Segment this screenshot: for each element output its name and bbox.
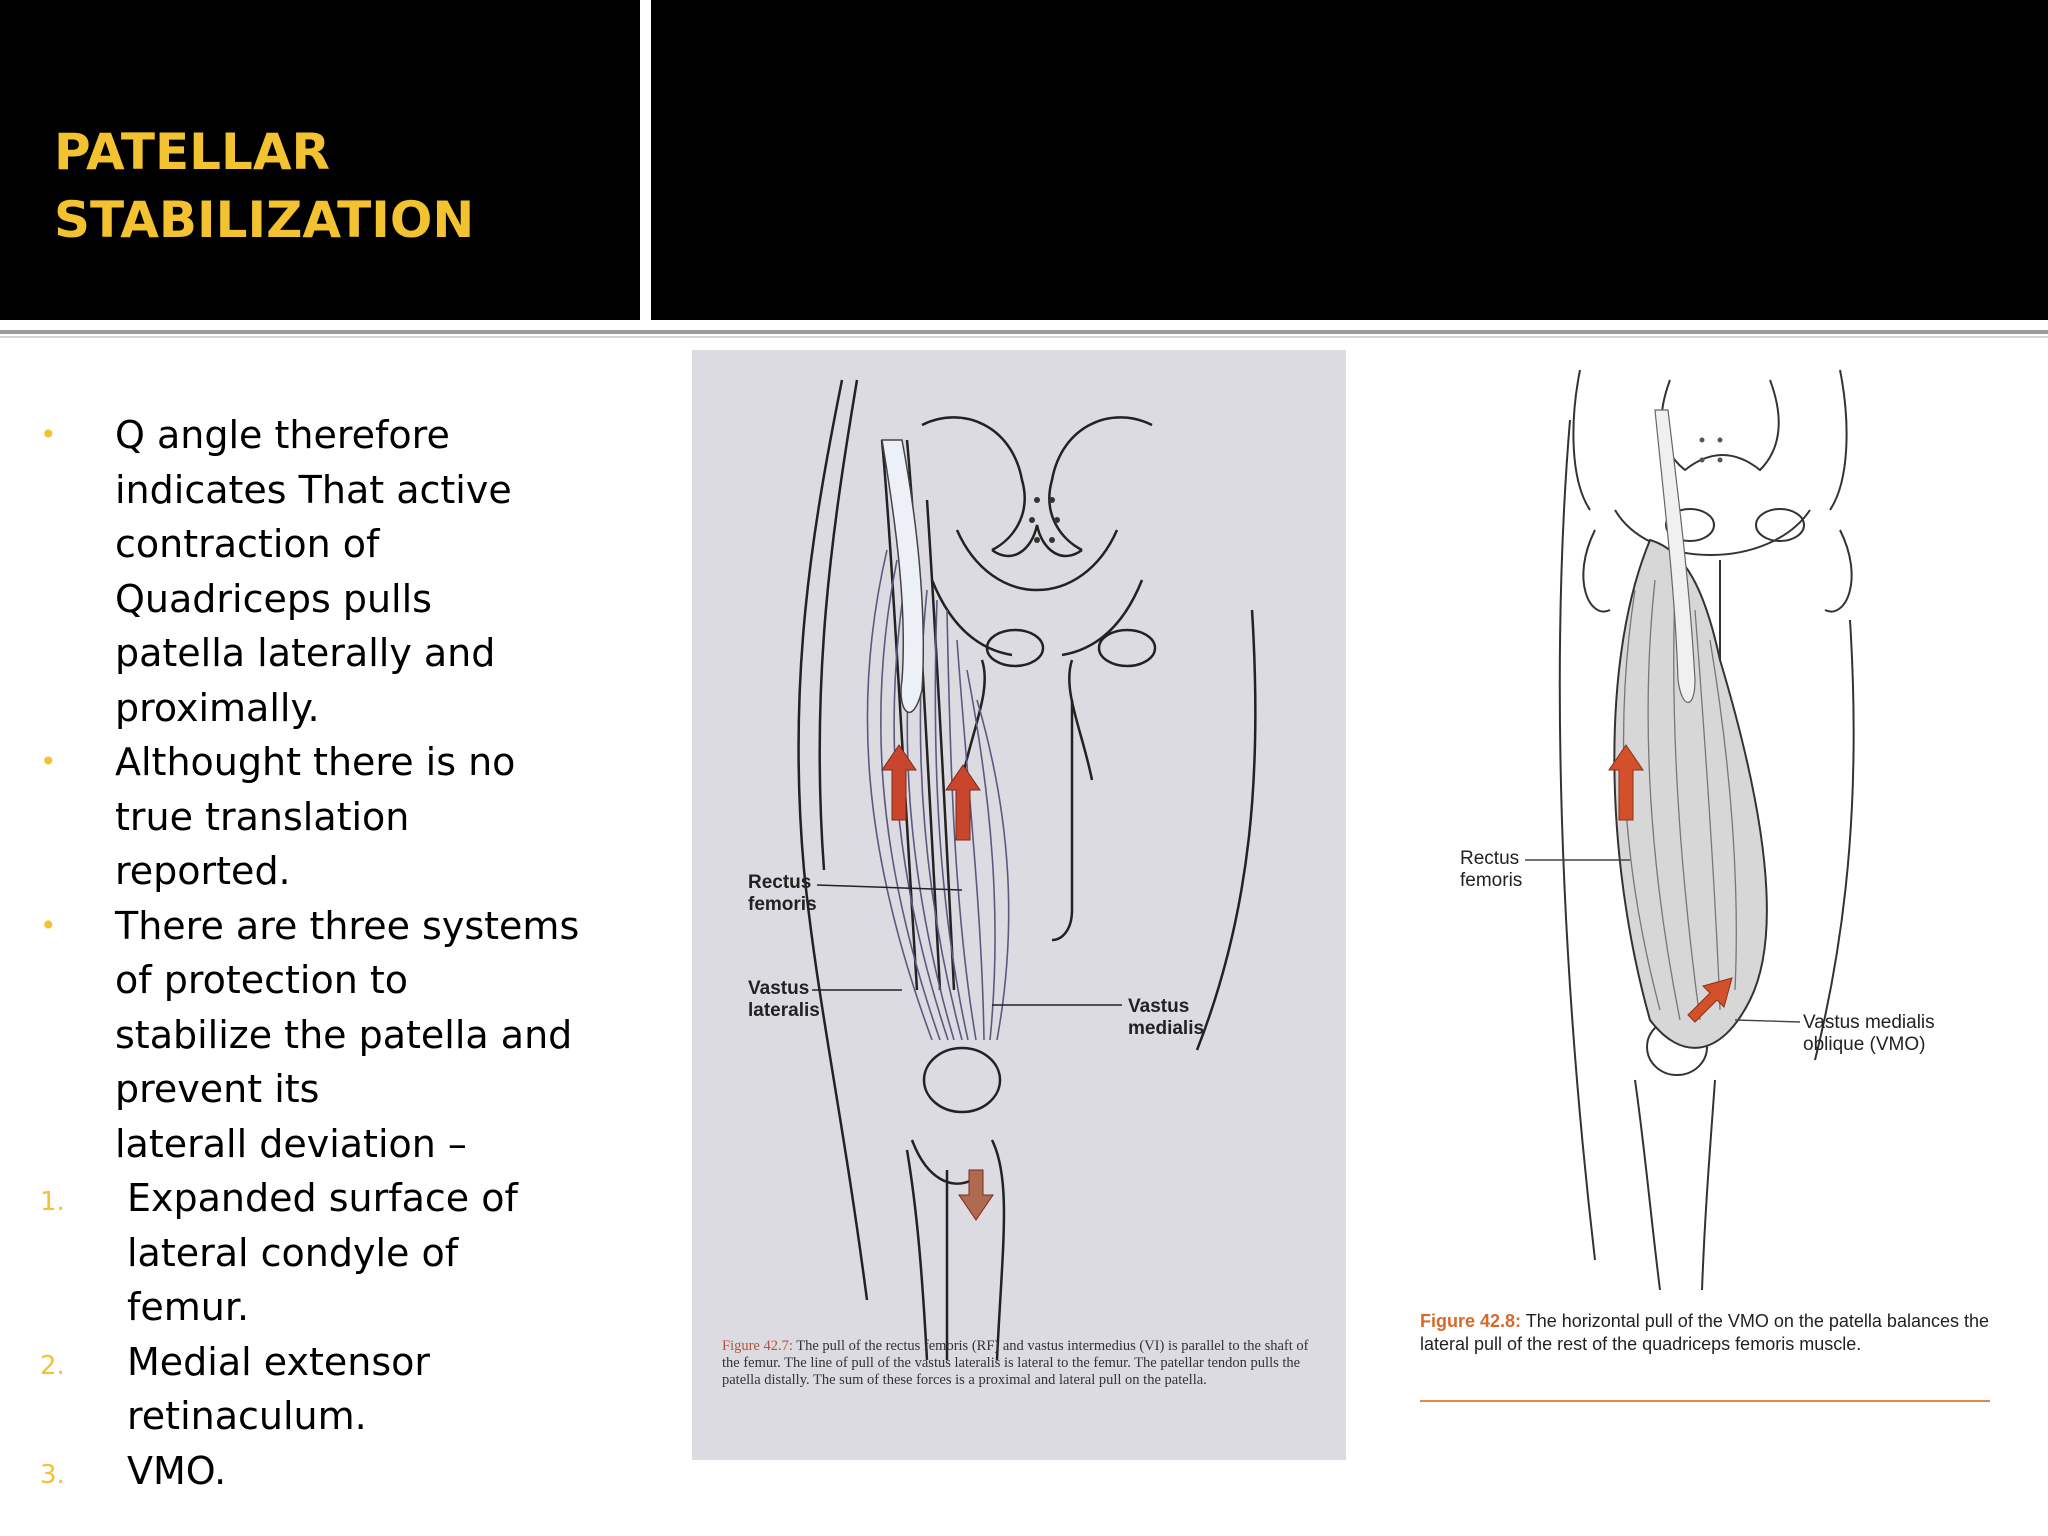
- numbered-line: femur.: [127, 1285, 250, 1329]
- label-line: femoris: [748, 894, 817, 915]
- figure-caption-2: [1420, 1310, 1990, 1356]
- bullet-item-1: [40, 408, 600, 735]
- caption-underline: [1420, 1400, 1990, 1402]
- slide-title-line-2: STABILIZATION: [54, 191, 475, 249]
- figure-vmo-pull: [1420, 360, 1990, 1410]
- caption-label: Figure 42.8:: [1420, 1311, 1522, 1331]
- label-line: femoris: [1460, 870, 1523, 891]
- caption-label: Figure 42.7:: [722, 1338, 793, 1354]
- label-line: Vastus: [748, 978, 810, 999]
- bullet-line: laterall deviation –: [115, 1121, 467, 1166]
- numbered-line: Medial extensor: [127, 1339, 430, 1384]
- bullet-line: There are three systems: [115, 903, 580, 948]
- bullet-line: Q angle therefore: [115, 413, 450, 457]
- label-vastus-medialis: [1128, 996, 1204, 1040]
- bullet-line: indicates That active: [115, 467, 512, 512]
- bullet-line: proximally.: [115, 685, 320, 730]
- bullet-line: Quadriceps pulls: [115, 576, 432, 621]
- figure-vmo-pull-illustration: [1420, 360, 1990, 1290]
- label-line: Vastus: [1128, 996, 1190, 1017]
- header-right-panel: [651, 0, 2048, 320]
- figure-caption-1: [722, 1338, 1312, 1389]
- label-line: Rectus: [1460, 848, 1520, 869]
- label-line: oblique (VMO): [1803, 1034, 1926, 1055]
- bullet-list: [40, 408, 600, 1498]
- header-divider: [0, 330, 2048, 334]
- bullet-item-2: [40, 735, 600, 899]
- header-divider-shadow: [0, 336, 2048, 338]
- label-vmo: [1803, 1012, 1935, 1056]
- label-vastus-lateralis: [748, 978, 820, 1022]
- slide-title: [54, 118, 474, 254]
- label-line: Vastus medialis: [1803, 1012, 1935, 1033]
- bullet-marker: •: [40, 745, 57, 778]
- numbered-item-1: [40, 1171, 600, 1335]
- bullet-line: true translation: [115, 794, 410, 839]
- bullet-line: prevent its: [115, 1067, 320, 1111]
- numbered-line: VMO.: [127, 1448, 227, 1493]
- caption-text: The pull of the rectus femoris (RF) and vastus intermedius (VI) is parallel to the shaft of the femur. The line of pull of the vastus lateralis is lateral to the femur. The patellar tendon pulls the patella distally. The sum of these forces is a proximal and lateral pull on the patella.: [722, 1338, 1309, 1388]
- bullet-marker: •: [40, 908, 57, 942]
- slide-title-line-1: PATELLAR: [54, 123, 331, 181]
- numbered-item-3: [40, 1444, 600, 1499]
- bullet-line: of protection to: [115, 958, 409, 1002]
- figure-quadriceps-pull: [692, 350, 1346, 1460]
- bullet-item-3: [40, 899, 600, 1172]
- label-line: medialis: [1128, 1018, 1205, 1039]
- numbered-line: lateral condyle of: [127, 1230, 459, 1275]
- caption-text: The horizontal pull of the VMO on the patella balances the lateral pull of the rest of the quadriceps femoris muscle.: [1420, 1311, 1990, 1354]
- number-marker: 3.: [40, 1459, 65, 1490]
- numbered-line: retinaculum.: [127, 1394, 367, 1438]
- bullet-line: reported.: [115, 849, 291, 893]
- bullet-marker: •: [40, 418, 57, 451]
- label-rectus-femoris-2: [1460, 848, 1522, 892]
- number-marker: 2.: [40, 1350, 65, 1381]
- bullet-line: Althought there is no: [115, 740, 516, 784]
- bullet-line: patella laterally and: [115, 631, 496, 675]
- bullet-line: stabilize the patella and: [115, 1012, 573, 1057]
- numbered-item-2: [40, 1335, 600, 1444]
- label-rectus-femoris: [748, 872, 817, 916]
- numbered-line: Expanded surface of: [127, 1176, 518, 1220]
- label-line: Rectus: [748, 872, 812, 893]
- bullet-line: contraction of: [115, 522, 380, 566]
- label-line: lateralis: [748, 1000, 820, 1021]
- number-marker: 1.: [40, 1187, 65, 1217]
